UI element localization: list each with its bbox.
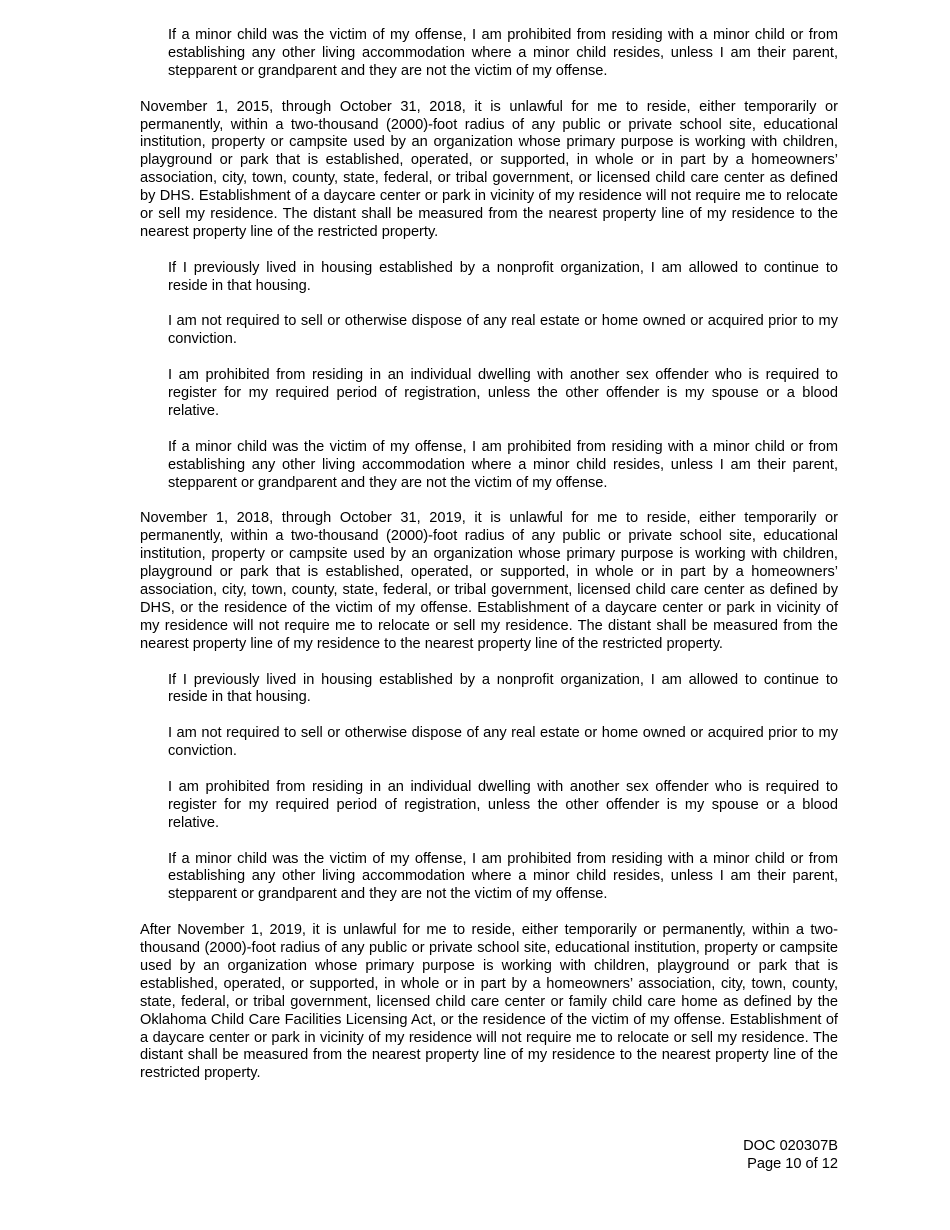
paragraph-2018-2019-restriction: November 1, 2018, through October 31, 2019, it is unlawful for me to reside, either temporarily or permanently, within a two-thousand (2000)-foot radius of any public or private school site, educational institution, property or campsite used by an organization whose primary purpose is working with children, playground or park that is established, operated, or supported, in whole or in part by a homeowners’ association, city, town, county, state, federal, or tribal government, licensed child care center as defined by DHS, or the residence of the victim of my offense. Establishment of a daycare center or park in vicinity of my residence will not require me to relocate or sell my residence. The distant shall be measured from the nearest property line of my residence to the nearest property line of the restricted property. [140,510,838,652]
paragraph-minor-victim-1: If a minor child was the victim of my offense, I am prohibited from residing with a minor child or from establishing any other living accommodation where a minor child resides, unless I am their parent, stepparent or grandparent and they are not the victim of my offense. [168,27,838,79]
doc-number: DOC 020307B [743,1138,838,1154]
paragraph-other-offender-1: I am prohibited from residing in an individual dwelling with another sex offender who is required to register for my required period of registration, unless the other offender is my spouse or a blood relative. [168,367,838,419]
paragraph-after-2019-restriction: After November 1, 2019, it is unlawful for me to reside, either temporarily or permanently, within a two-thousand (2000)-foot radius of any public or private school site, educational institution, property or campsite used by an organization whose primary purpose is working with children, playground or park that is established, operated, or supported, in whole or in part by a homeowners’ association, city, town, county, state, federal, or tribal government, licensed child care center or family child care home as defined by the Oklahoma Child Care Facilities Licensing Act, or the residence of the victim of my offense. Establishment of a daycare center or park in vicinity of my residence will not require me to relocate or sell my residence. The distant shall be measured from the nearest property line of my residence to the nearest property line of the restricted property. [140,922,838,1082]
paragraph-minor-victim-2: If a minor child was the victim of my offense, I am prohibited from residing with a minor child or from establishing any other living accommodation where a minor child resides, unless I am their parent, stepparent or grandparent and they are not the victim of my offense. [168,438,838,491]
page-footer [743,1138,838,1174]
paragraph-minor-victim-3: If a minor child was the victim of my offense, I am prohibited from residing with a minor child or from establishing any other living accommodation where a minor child resides, unless I am their parent, stepparent or grandparent and they are not the victim of my offense. [168,850,838,903]
page-number: Page 10 of 12 [747,1155,838,1172]
paragraph-other-offender-2: I am prohibited from residing in an individual dwelling with another sex offender who is required to register for my required period of registration, unless the other offender is my spouse or a blood relative. [168,778,838,831]
document-body [140,27,838,1101]
paragraph-nonprofit-housing-1: If I previously lived in housing established by a nonprofit organization, I am allowed to continue to reside in that housing. [168,259,838,294]
paragraph-2015-2018-restriction: November 1, 2015, through October 31, 2018, it is unlawful for me to reside, either temporarily or permanently, within a two-thousand (2000)-foot radius of any public or private school site, educational institution, property or campsite used by an organization whose primary purpose is working with children, playground or park that is established, operated, or supported, in whole or in part by a homeowners’ association, city, town, county, state, federal, or tribal government, or licensed child care center as defined by DHS. Establishment of a daycare center or park in vicinity of my residence will not require me to relocate or sell my residence. The distant shall be measured from the nearest property line of my residence to the nearest property line of the restricted property. [140,98,838,240]
paragraph-real-estate-2: I am not required to sell or otherwise dispose of any real estate or home owned or acquired prior to my conviction. [168,725,838,760]
paragraph-real-estate-1: I am not required to sell or otherwise dispose of any real estate or home owned or acquired prior to my conviction. [168,313,838,348]
paragraph-nonprofit-housing-2: If I previously lived in housing established by a nonprofit organization, I am allowed to continue to reside in that housing. [168,671,838,706]
